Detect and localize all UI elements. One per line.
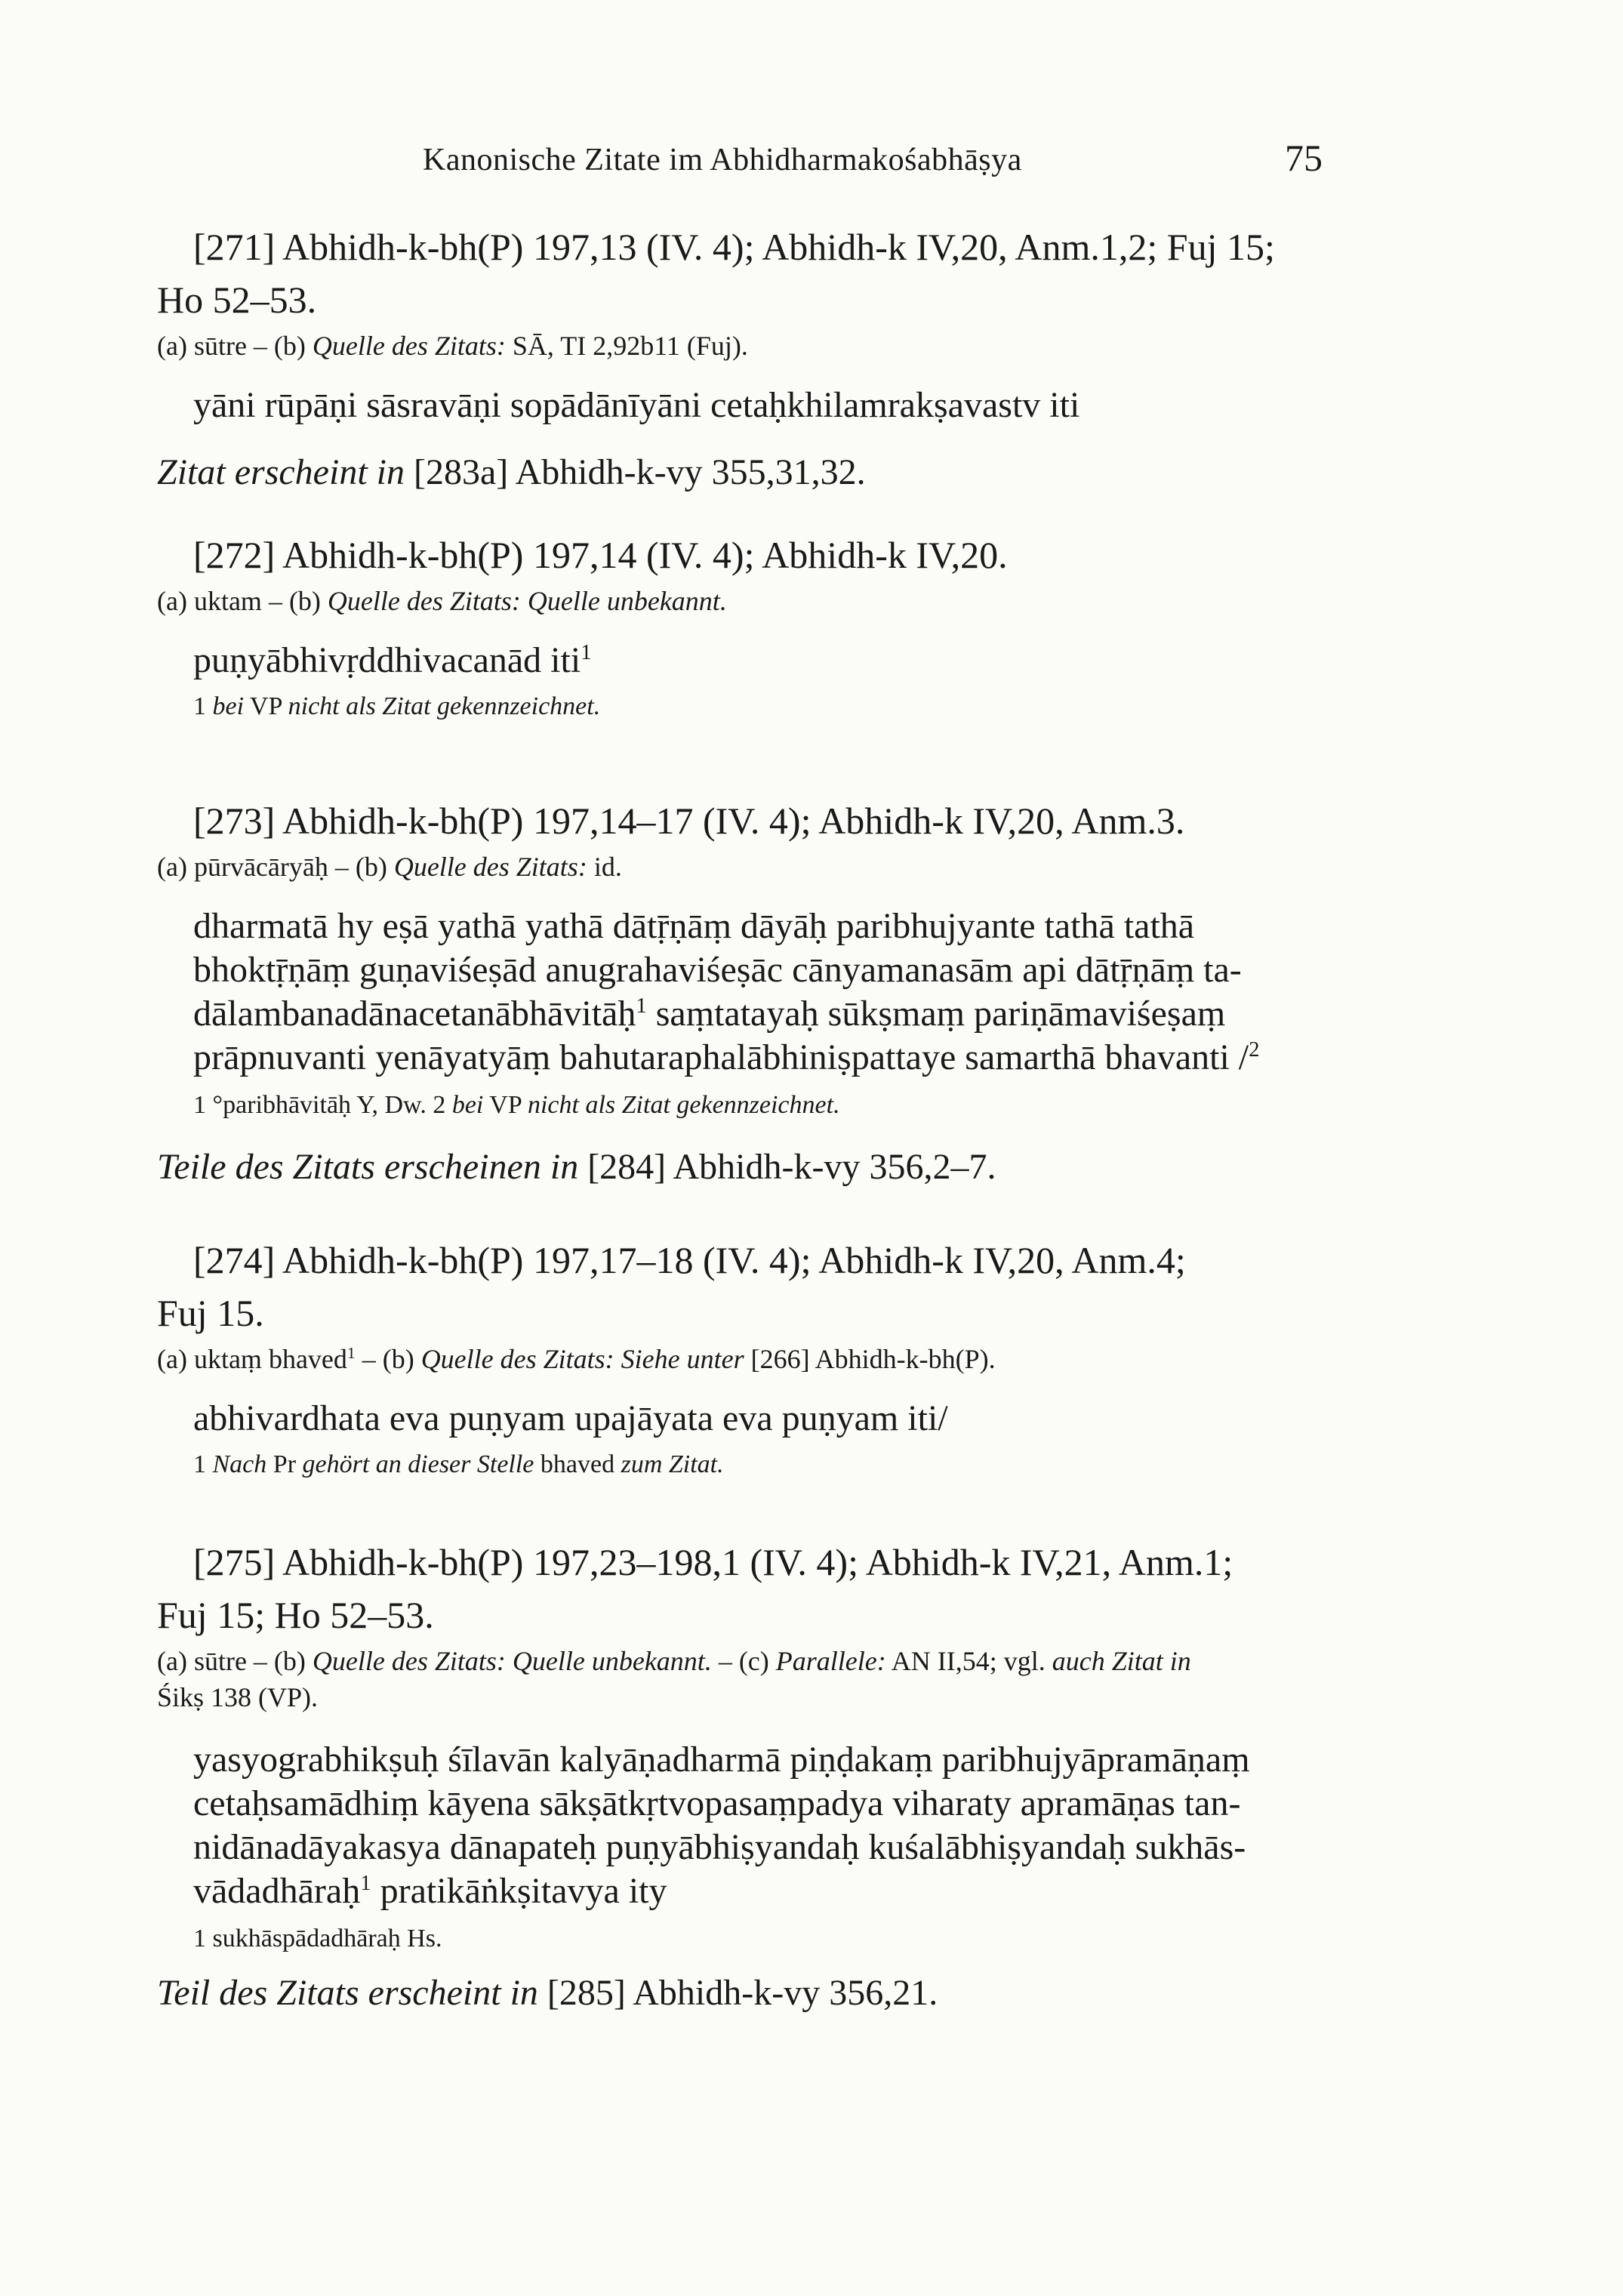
footnote: 1 sukhāspādadhāraḥ Hs. bbox=[193, 1925, 442, 1952]
meta-text: (a) uktaṃ bhaved bbox=[157, 1344, 347, 1374]
entry-meta bbox=[157, 849, 1335, 885]
quote-line bbox=[193, 1869, 1335, 1913]
meta-italic: Parallele: bbox=[775, 1646, 886, 1676]
entry-meta bbox=[157, 583, 1335, 619]
quote-fragment: prāpnuvanti yenāyatyāṃ bahutaraphalābhiniṣpattaye samarthā bhavanti / bbox=[193, 1037, 1249, 1077]
appears-in bbox=[157, 1145, 1335, 1190]
meta-italic: auch Zitat in bbox=[1052, 1646, 1191, 1676]
footnote-text: VP bbox=[483, 1091, 528, 1119]
entry-273 bbox=[157, 794, 1335, 1190]
quote-line bbox=[193, 992, 1335, 1036]
quote-text: abhivardhata eva puṇyam upajāyata eva puṇyam iti/ bbox=[193, 1398, 948, 1438]
footnote-number: 1 bbox=[193, 1450, 213, 1478]
meta-text: (a) sūtre – (b) bbox=[157, 331, 313, 361]
meta-text: (a) pūrvācāryāḥ – (b) bbox=[157, 852, 394, 882]
meta-text: (a) sūtre – (b) bbox=[157, 1646, 313, 1676]
entry-meta bbox=[157, 328, 1335, 364]
meta-text: id. bbox=[587, 852, 622, 882]
entry-header bbox=[157, 1536, 1335, 1641]
meta-text: (a) uktam – (b) bbox=[157, 586, 328, 616]
entry-meta bbox=[157, 1643, 1335, 1715]
meta-italic: Quelle des Zitats: Siehe unter bbox=[420, 1344, 744, 1374]
appears-in bbox=[157, 450, 1335, 495]
appears-ref: [284] Abhidh-k-vy 356,2–7. bbox=[578, 1147, 996, 1187]
running-title: Kanonische Zitate im Abhidharmakośabhāṣya bbox=[423, 143, 1022, 177]
quote-fragment: pratikāṅkṣitavya ity bbox=[371, 1871, 667, 1911]
footnote-italic: bei bbox=[451, 1091, 484, 1119]
appears-italic: Teile des Zitats erscheinen in bbox=[157, 1147, 579, 1187]
footnote bbox=[193, 1089, 1335, 1122]
footnote-italic: zum Zitat. bbox=[621, 1450, 724, 1478]
footnote-italic: nicht als Zitat gekennzeichnet. bbox=[288, 692, 601, 720]
quote-line: yasyograbhikṣuḥ śīlavān kalyāṇadharmā piṇḍakaṃ paribhujyāpramāṇaṃ bbox=[193, 1740, 1250, 1780]
footnote-italic: bei bbox=[212, 692, 245, 720]
quote-text bbox=[193, 639, 1335, 683]
quote-text bbox=[193, 1738, 1335, 1913]
footnote-text: Pr bbox=[266, 1450, 303, 1478]
quote-line: puṇyābhivṛddhivacanād iti bbox=[193, 640, 581, 680]
footnote-italic: gehört an dieser Stelle bbox=[302, 1450, 534, 1478]
meta-text: SĀ, TI 2,92b11 (Fuj). bbox=[505, 331, 748, 361]
footnote bbox=[193, 1448, 1335, 1481]
appears-italic: Zitat erscheint in bbox=[157, 452, 405, 492]
footnote-marker: 1 bbox=[636, 994, 647, 1018]
meta-italic: Quelle des Zitats: Quelle unbekannt. bbox=[312, 1646, 712, 1676]
entry-272 bbox=[157, 529, 1335, 723]
entry-header-line: [271] Abhidh-k-bh(P) 197,13 (IV. 4); Abhidh-k IV,20, Anm.1,2; Fuj 15; bbox=[193, 226, 1275, 268]
entry-header-line: [273] Abhidh-k-bh(P) 197,14–17 (IV. 4); Abhidh-k IV,20, Anm.3. bbox=[193, 800, 1185, 842]
quote-line: nidānadāyakasya dānapateḥ puṇyābhiṣyandaḥ kuśalābhiṣyandaḥ sukhās- bbox=[193, 1827, 1246, 1867]
entry-header-line: [274] Abhidh-k-bh(P) 197,17–18 (IV. 4); Abhidh-k IV,20, Anm.4; bbox=[193, 1239, 1186, 1281]
entry-header bbox=[157, 220, 1335, 326]
quote-fragment: dālambanadānacetanābhāvitāḥ bbox=[193, 994, 636, 1034]
footnote-text: bhaved bbox=[534, 1450, 621, 1478]
quote-line bbox=[193, 1036, 1335, 1080]
footnote-italic: nicht als Zitat gekennzeichnet. bbox=[527, 1091, 840, 1119]
footnote-marker: 1 bbox=[346, 1344, 356, 1362]
entry-header-line: Ho 52–53. bbox=[157, 279, 317, 321]
footnote-number: 1 bbox=[193, 692, 213, 720]
quote-line: cetaḥsamādhiṃ kāyena sākṣātkṛtvopasaṃpadya viharaty apramāṇas tan- bbox=[193, 1783, 1241, 1823]
meta-italic: Quelle des Zitats: Quelle unbekannt. bbox=[327, 586, 727, 616]
entry-header-line: [275] Abhidh-k-bh(P) 197,23–198,1 (IV. 4); Abhidh-k IV,21, Anm.1; bbox=[193, 1541, 1233, 1583]
meta-text: Śikṣ 138 (VP). bbox=[157, 1682, 319, 1712]
quote-text bbox=[193, 905, 1335, 1080]
entry-header-line: [272] Abhidh-k-bh(P) 197,14 (IV. 4); Abhidh-k IV,20. bbox=[193, 534, 1008, 576]
appears-in bbox=[157, 1971, 1335, 2016]
quote-line: bhoktṝṇāṃ guṇaviśeṣād anugrahaviśeṣāc cānyamanasām api dātṝṇāṃ ta- bbox=[193, 950, 1242, 990]
appears-italic: Teil des Zitats erscheint in bbox=[157, 1973, 538, 2013]
meta-italic: Quelle des Zitats: bbox=[312, 331, 506, 361]
quote-line: dharmatā hy eṣā yathā yathā dātṝṇāṃ dāyāḥ paribhujyante tathā tathā bbox=[193, 906, 1195, 946]
footnote-marker: 2 bbox=[1249, 1037, 1260, 1062]
entry-271 bbox=[157, 220, 1335, 495]
appears-ref: [285] Abhidh-k-vy 356,21. bbox=[537, 1973, 938, 2013]
meta-text: – (c) bbox=[711, 1646, 776, 1676]
page-number: 75 bbox=[1285, 137, 1323, 179]
footnote-marker: 1 bbox=[581, 640, 592, 664]
entry-header-line: Fuj 15; Ho 52–53. bbox=[157, 1594, 434, 1636]
meta-text: AN II,54; vgl. bbox=[885, 1646, 1052, 1676]
footnote-marker: 1 bbox=[360, 1871, 371, 1895]
meta-text: [266] Abhidh-k-bh(P). bbox=[744, 1344, 996, 1374]
entry-274 bbox=[157, 1234, 1335, 1481]
entry-275 bbox=[157, 1536, 1335, 2016]
quote-fragment: vādadhāraḥ bbox=[193, 1871, 361, 1911]
entry-header bbox=[157, 794, 1335, 847]
entry-header bbox=[157, 1234, 1335, 1339]
quote-fragment: saṃtatayaḥ sūkṣmaṃ pariṇāmaviśeṣaṃ bbox=[646, 994, 1226, 1034]
quote-text: yāni rūpāṇi sāsravāṇi sopādānīyāni cetaḥkhilamrakṣavastv iti bbox=[193, 385, 1080, 425]
meta-text: – (b) bbox=[355, 1344, 421, 1374]
footnote-text: 1 °paribhāvitāḥ Y, Dw. 2 bbox=[193, 1091, 452, 1119]
footnote-text: VP bbox=[244, 692, 288, 720]
footnote bbox=[193, 690, 1335, 723]
footnote-italic: Nach bbox=[212, 1450, 267, 1478]
entry-header-line: Fuj 15. bbox=[157, 1292, 264, 1334]
entry-meta bbox=[157, 1341, 1335, 1377]
appears-ref: [283a] Abhidh-k-vy 355,31,32. bbox=[404, 452, 866, 492]
meta-italic: Quelle des Zitats: bbox=[393, 852, 587, 882]
entry-header bbox=[157, 529, 1335, 581]
